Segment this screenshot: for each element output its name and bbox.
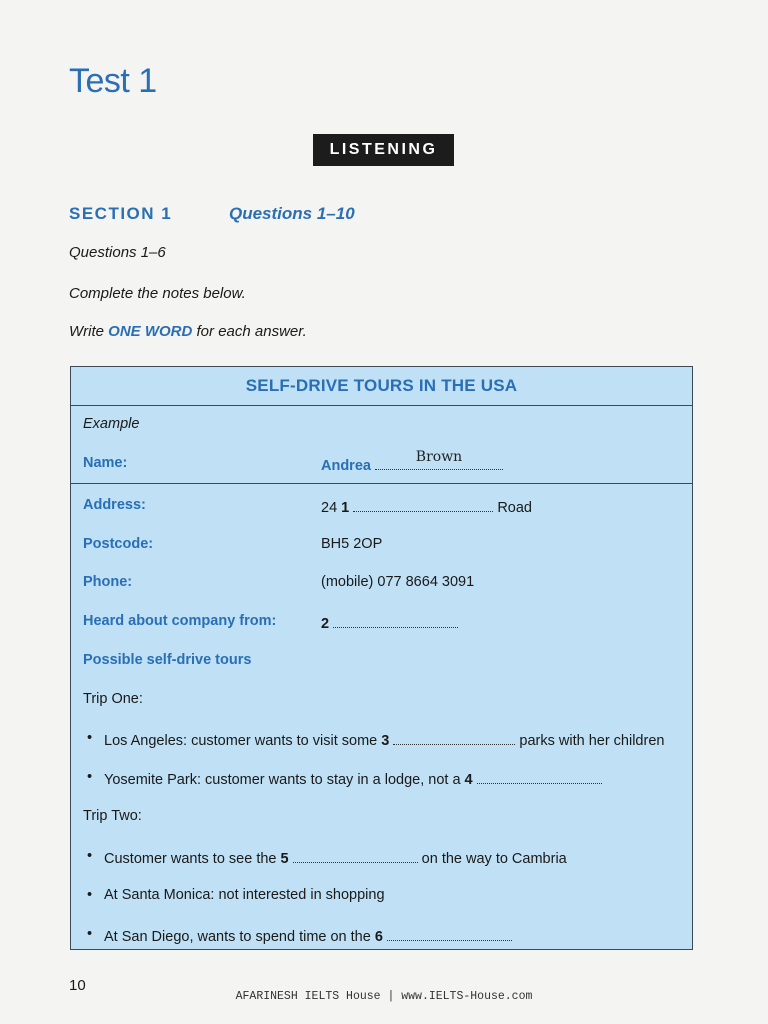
address-row [83, 497, 532, 516]
q6-blank [387, 926, 512, 941]
tours-row [83, 652, 251, 668]
postcode-row [83, 536, 383, 552]
t1-b1-prefix: Los Angeles: customer wants to visit some [104, 733, 378, 749]
q1-blank [353, 497, 493, 512]
trip-two-bullet-1 [104, 848, 567, 867]
notes-box [70, 366, 693, 950]
tours-label: Possible self-drive tours [83, 652, 252, 668]
name-row [83, 449, 463, 474]
trip-two-bullet-3 [104, 926, 512, 945]
write-instruction [69, 323, 307, 340]
address-number: 24 [321, 500, 338, 516]
trip-one-bullet-2 [104, 769, 602, 788]
address-value [321, 497, 532, 516]
heard-row [83, 613, 330, 632]
page-number: 10 [69, 977, 86, 994]
trip-two-label: Trip Two: [83, 808, 142, 824]
trip-one-label: Trip One: [83, 691, 143, 707]
listening-badge: LISTENING [313, 134, 454, 166]
q5-number: 5 [280, 851, 289, 867]
questions-range: Questions 1–10 [229, 204, 355, 223]
subrange-instruction: Questions 1–6 [69, 244, 166, 261]
t1-b1-suffix: parks with her children [519, 733, 665, 749]
address-label: Address: [83, 497, 146, 513]
t2-b1-prefix: Customer wants to see the [104, 851, 277, 867]
write-suffix: for each answer. [196, 323, 307, 340]
q2-number: 2 [321, 616, 330, 632]
name-value: Andrea [321, 458, 371, 474]
postcode-value: BH5 2OP [321, 536, 383, 552]
postcode-label: Postcode: [83, 536, 154, 552]
write-emphasis: ONE WORD [108, 323, 193, 340]
trip-one-bullet-1 [104, 730, 664, 749]
complete-instruction: Complete the notes below. [69, 285, 246, 302]
q4-blank [477, 769, 602, 784]
q5-blank [293, 848, 418, 863]
heard-label: Heard about company from: [83, 613, 277, 629]
phone-row [83, 574, 475, 590]
phone-value: (mobile) 077 8664 3091 [321, 574, 475, 590]
q1-number: 1 [341, 500, 350, 516]
t2-b3-prefix: At San Diego, wants to spend time on the [104, 929, 371, 945]
phone-label: Phone: [83, 574, 133, 590]
trip-two-bullet-2: • At Santa Monica: not interested in shopping [104, 887, 385, 903]
q3-blank [393, 730, 515, 745]
notes-title: SELF-DRIVE TOURS IN THE USA [71, 367, 692, 406]
q2-blank [333, 613, 458, 628]
write-prefix: Write [69, 323, 104, 340]
test-title: Test 1 [69, 62, 157, 100]
name-label: Name: [83, 455, 128, 471]
t1-b2-prefix: Yosemite Park: customer wants to stay in a lodge, not a [104, 772, 461, 788]
example-label: Example [83, 416, 140, 432]
example-block [71, 406, 692, 484]
t2-b1-suffix: on the way to Cambria [421, 851, 567, 867]
q3-number: 3 [381, 733, 390, 749]
name-value-group [321, 449, 503, 474]
address-suffix: Road [497, 500, 532, 516]
section-label: SECTION 1 [69, 204, 173, 223]
footer-credit: AFARINESH IELTS House | www.IELTS-House.com [235, 990, 533, 1003]
q4-number: 4 [464, 772, 473, 788]
name-answer: Brown [415, 449, 463, 465]
name-answer-blank [375, 449, 503, 470]
section-heading [69, 204, 355, 224]
heard-value [321, 613, 458, 632]
q6-number: 6 [374, 929, 383, 945]
